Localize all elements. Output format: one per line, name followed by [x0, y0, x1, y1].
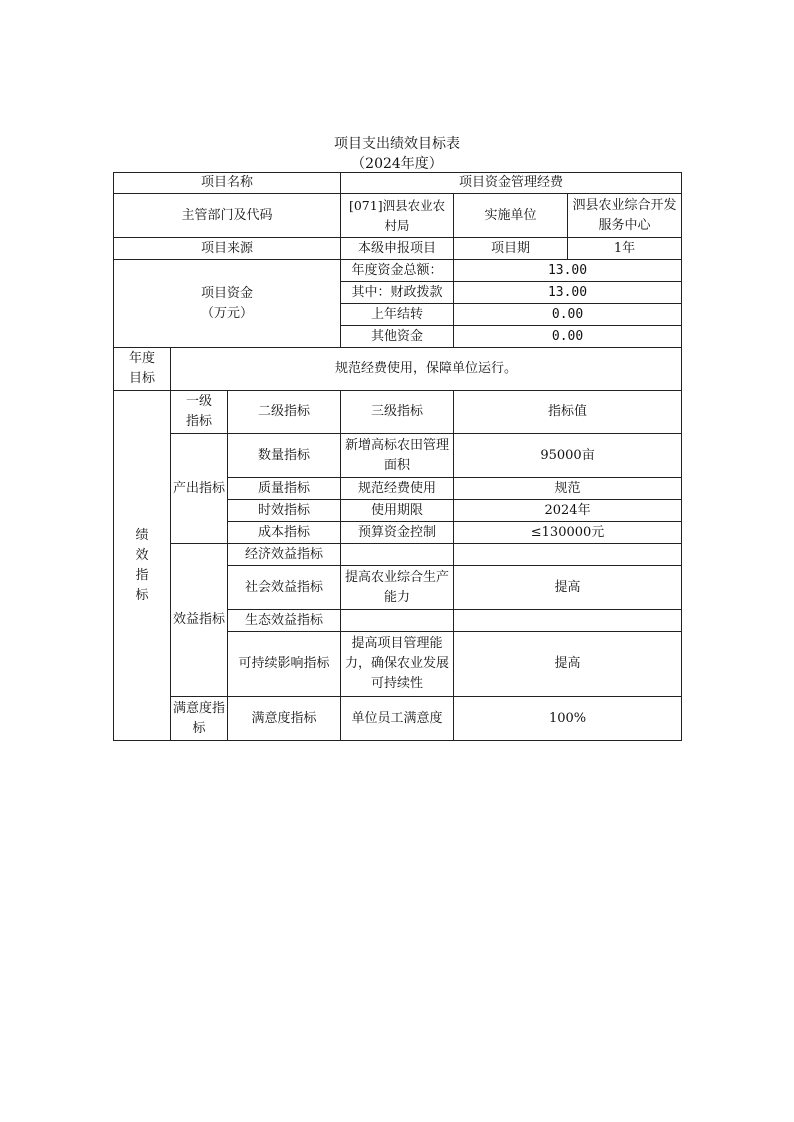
indicator-level2: 生态效益指标	[228, 610, 341, 632]
year-label: （2024年度）	[351, 156, 443, 172]
indicator-level3: 单位员工满意度	[341, 697, 454, 741]
benefit-indicators-label: 效益指标	[171, 544, 228, 697]
indicator-level3: 使用期限	[341, 500, 454, 522]
indicator-value: 2024年	[454, 500, 682, 522]
header-level1: 一级指标	[171, 391, 228, 434]
project-source-label: 项目来源	[114, 238, 341, 260]
indicator-level2: 满意度指标	[228, 697, 341, 741]
funds-other-label: 其他资金	[341, 326, 454, 348]
indicator-value	[454, 610, 682, 632]
indicator-level3	[341, 544, 454, 566]
indicator-value: 规范	[454, 478, 682, 500]
indicator-level2: 社会效益指标	[228, 566, 341, 610]
funds-fiscal-label: 其中：财政拨款	[341, 282, 454, 304]
indicator-level3	[341, 610, 454, 632]
funds-carryover-label: 上年结转	[341, 304, 454, 326]
implementing-unit-value: 泗县农业综合开发服务中心	[568, 194, 682, 238]
table-row	[114, 434, 682, 478]
table-row	[114, 544, 682, 566]
indicator-level3: 提高项目管理能力，确保农业发展可持续性	[341, 632, 454, 697]
indicator-value: 100%	[454, 697, 682, 741]
indicator-value	[454, 544, 682, 566]
table-row	[114, 697, 682, 741]
indicator-header-row	[114, 391, 682, 434]
project-name-label: 项目名称	[114, 173, 341, 194]
indicator-level3: 新增高标农田管理面积	[341, 434, 454, 478]
indicator-level2: 经济效益指标	[228, 544, 341, 566]
funds-carryover-value: 0.00	[454, 304, 682, 326]
project-name-row	[114, 173, 682, 194]
indicator-level2: 数量指标	[228, 434, 341, 478]
indicator-value: 95000亩	[454, 434, 682, 478]
funds-total-label: 年度资金总额：	[341, 260, 454, 282]
department-value: [071]泗县农业农村局	[341, 194, 454, 238]
funds-label-line2: （万元）	[201, 305, 254, 321]
indicator-level2: 成本指标	[228, 522, 341, 544]
department-label: 主管部门及代码	[114, 194, 341, 238]
source-row	[114, 238, 682, 260]
funds-row	[114, 260, 682, 282]
indicator-value: 提高	[454, 566, 682, 610]
annual-goal-label: 年度目标	[114, 348, 171, 391]
project-period-value: 1年	[568, 238, 682, 260]
indicator-level3: 提高农业综合生产能力	[341, 566, 454, 610]
project-source-value: 本级申报项目	[341, 238, 454, 260]
header-value: 指标值	[454, 391, 682, 434]
satisfaction-indicators-label: 满意度指标	[171, 697, 228, 741]
indicator-level2: 时效指标	[228, 500, 341, 522]
indicator-level2: 质量指标	[228, 478, 341, 500]
department-row	[114, 194, 682, 238]
indicator-level3: 规范经费使用	[341, 478, 454, 500]
indicator-level3: 预算资金控制	[341, 522, 454, 544]
header-level2: 二级指标	[228, 391, 341, 434]
performance-table	[113, 172, 682, 741]
page-title: 项目支出绩效目标表	[334, 136, 460, 152]
implementing-unit-label: 实施单位	[454, 194, 568, 238]
project-name-value: 项目资金管理经费	[341, 173, 682, 194]
project-period-label: 项目期	[454, 238, 568, 260]
indicator-level2: 可持续影响指标	[228, 632, 341, 697]
indicator-value: 提高	[454, 632, 682, 697]
funds-label	[114, 260, 341, 348]
funds-total-value: 13.00	[454, 260, 682, 282]
output-indicators-label: 产出指标	[171, 434, 228, 544]
performance-indicators-label: 绩效指标	[114, 391, 171, 741]
annual-goal-row	[114, 348, 682, 391]
funds-fiscal-value: 13.00	[454, 282, 682, 304]
header-level3: 三级指标	[341, 391, 454, 434]
indicator-value: ≤130000元	[454, 522, 682, 544]
annual-goal-text: 规范经费使用，保障单位运行。	[171, 348, 682, 391]
funds-other-value: 0.00	[454, 326, 682, 348]
funds-label-line1: 项目资金	[201, 285, 254, 301]
